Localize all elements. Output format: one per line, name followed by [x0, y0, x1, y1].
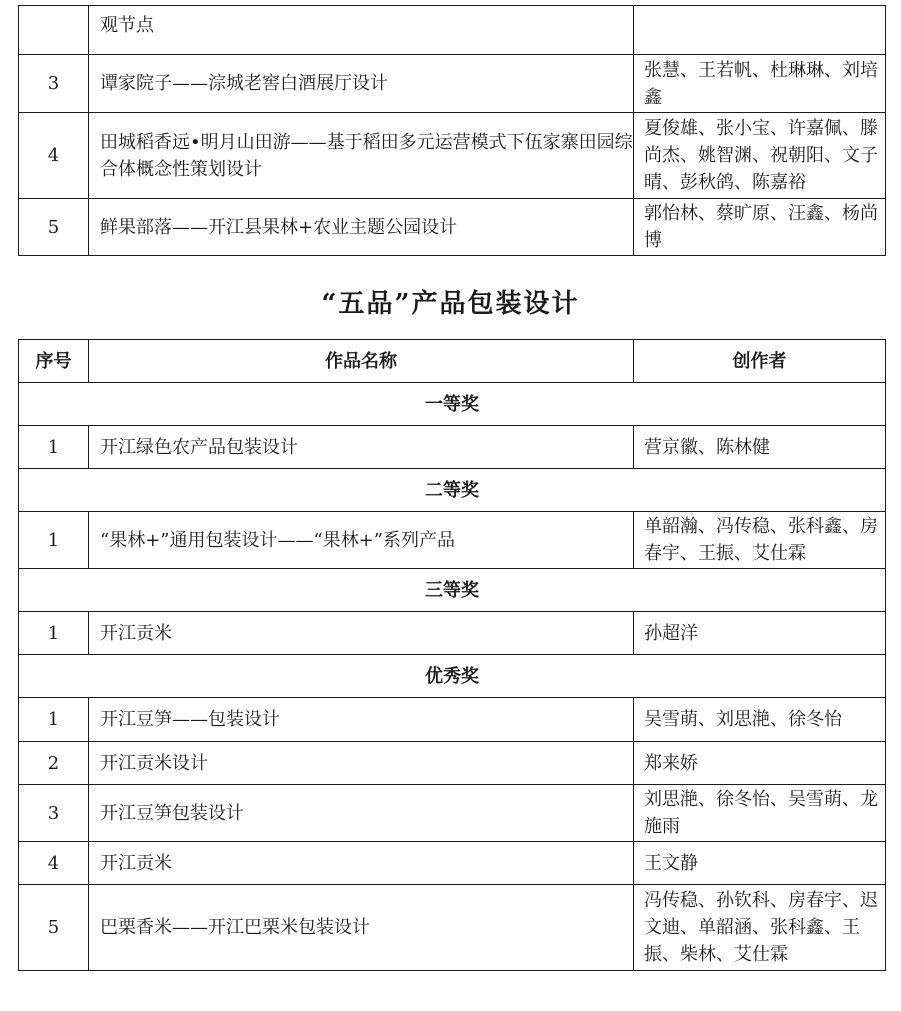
row-number: 5: [19, 199, 89, 256]
authors: 吴雪萌、刘思滟、徐冬怡: [634, 698, 886, 742]
table-row: [19, 6, 886, 55]
row-number: 5: [19, 885, 89, 971]
table-row: [19, 785, 886, 842]
row-number: 1: [19, 612, 89, 655]
award-level: 二等奖: [19, 469, 886, 512]
authors: 刘思滟、徐冬怡、吴雪萌、龙施雨: [634, 785, 886, 842]
work-title: 开江绿色农产品包装设计: [89, 426, 634, 469]
award-level-row: [19, 469, 886, 512]
row-number: [19, 6, 89, 55]
header-row: [19, 340, 886, 383]
award-level: 一等奖: [19, 383, 886, 426]
work-title: 开江豆笋包装设计: [89, 785, 634, 842]
table-row: [19, 842, 886, 885]
table-row: [19, 742, 886, 785]
work-title: 巴栗香米——开江巴栗米包装设计: [89, 885, 634, 971]
table-row: [19, 113, 886, 199]
authors: 郭怡林、蔡旷原、汪鑫、杨尚博: [634, 199, 886, 256]
table-row: [19, 698, 886, 742]
packaging-awards-table: [18, 339, 886, 971]
authors: 冯传稳、孙钦科、房春宇、迟文迪、单韶涵、张科鑫、王振、柴林、艾仕霖: [634, 885, 886, 971]
award-level-row: [19, 383, 886, 426]
work-title: 观节点: [89, 6, 634, 55]
row-number: 4: [19, 842, 89, 885]
authors: 王文静: [634, 842, 886, 885]
work-title: 田城稻香远•明月山田游——基于稻田多元运营模式下伍家寨田园综合体概念性策划设计: [89, 113, 634, 199]
table-row: [19, 199, 886, 256]
authors: 孙超洋: [634, 612, 886, 655]
row-number: 1: [19, 426, 89, 469]
col-header-authors: 创作者: [634, 340, 886, 383]
col-header-number: 序号: [19, 340, 89, 383]
work-title: 开江豆笋——包装设计: [89, 698, 634, 742]
row-number: 2: [19, 742, 89, 785]
authors: 夏俊雄、张小宝、许嘉佩、滕尚杰、姚智渊、祝朝阳、文子晴、彭秋鸽、陈嘉裕: [634, 113, 886, 199]
work-title: 开江贡米: [89, 612, 634, 655]
col-header-title: 作品名称: [89, 340, 634, 383]
work-title: 谭家院子——淙城老窖白酒展厅设计: [89, 55, 634, 113]
row-number: 4: [19, 113, 89, 199]
row-number: 1: [19, 512, 89, 569]
authors: [634, 6, 886, 55]
authors: 单韶瀚、冯传稳、张科鑫、房春宇、王振、艾仕霖: [634, 512, 886, 569]
work-title: 开江贡米: [89, 842, 634, 885]
table-row: [19, 612, 886, 655]
authors: 张慧、王若帆、杜琳琳、刘培鑫: [634, 55, 886, 113]
work-title: 鲜果部落——开江县果林+农业主题公园设计: [89, 199, 634, 256]
work-title: “果林+”通用包装设计——“果林+”系列产品: [89, 512, 634, 569]
table-row: [19, 426, 886, 469]
work-title: 开江贡米设计: [89, 742, 634, 785]
authors: 营京徽、陈林健: [634, 426, 886, 469]
row-number: 1: [19, 698, 89, 742]
row-number: 3: [19, 55, 89, 113]
table-row: [19, 55, 886, 113]
award-level-row: [19, 569, 886, 612]
section-title: “五品”产品包装设计: [321, 289, 580, 319]
award-level: 优秀奖: [19, 655, 886, 698]
awards-table-continued: [18, 5, 886, 256]
row-number: 3: [19, 785, 89, 842]
award-level-row: [19, 655, 886, 698]
authors: 郑来娇: [634, 742, 886, 785]
table-row: [19, 512, 886, 569]
award-level: 三等奖: [19, 569, 886, 612]
table-row: [19, 885, 886, 971]
